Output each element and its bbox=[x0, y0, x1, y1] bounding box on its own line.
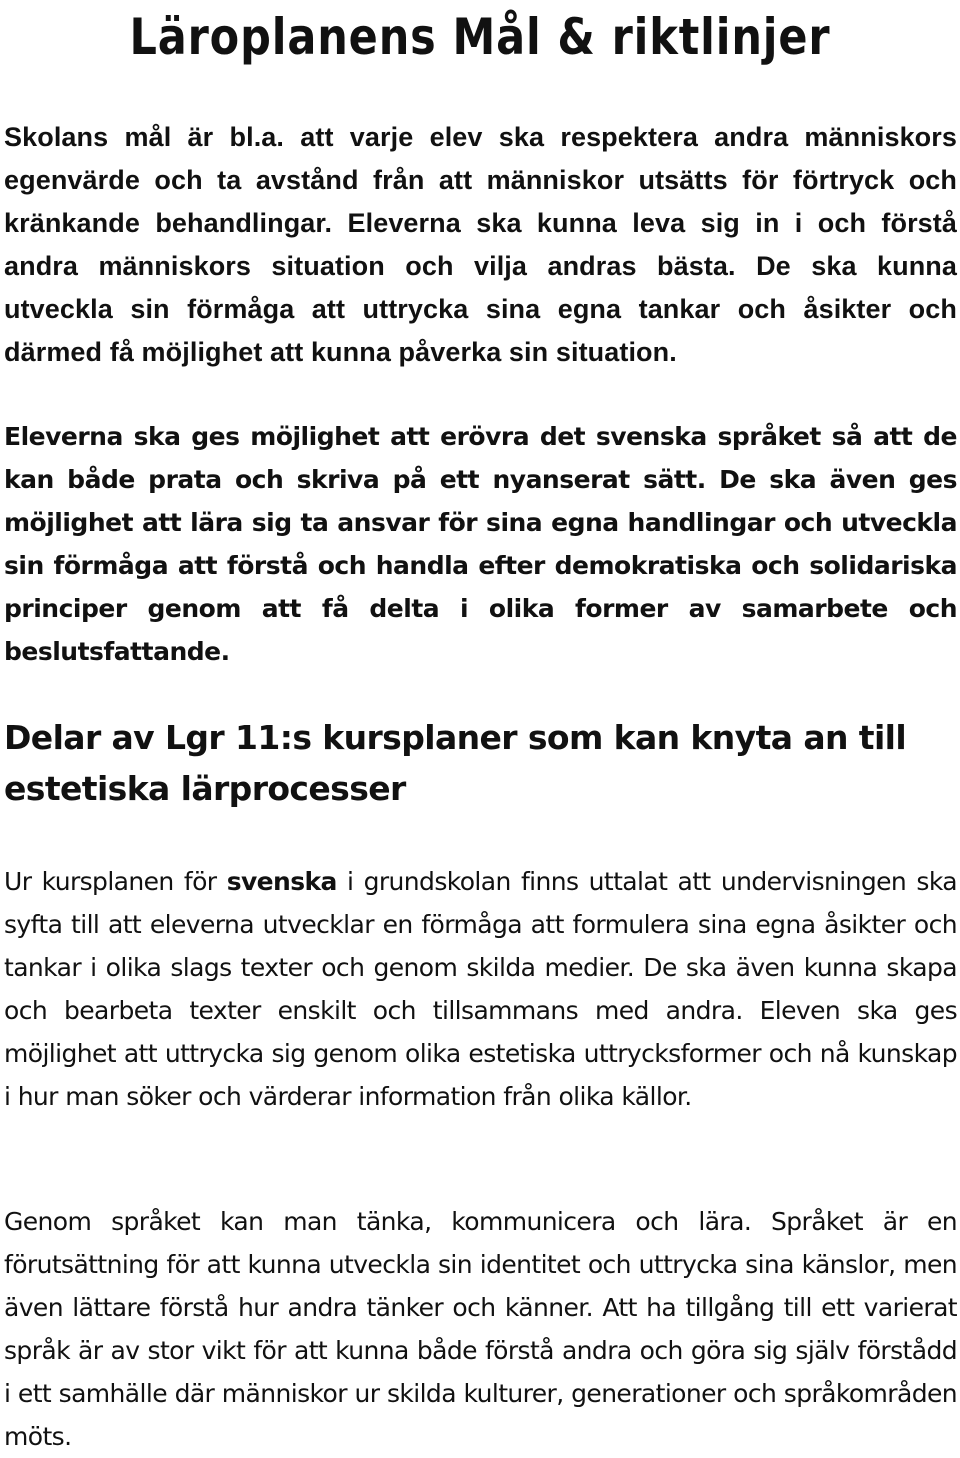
paragraph-swedish-curriculum bbox=[4, 860, 957, 1118]
paragraph-school-goals: Skolans mål är bl.a. att varje elev ska respektera andra människors egenvärde och ta avstånd från att människor utsätts för förtryck och kränkande behandlingar. Eleverna ska kunna leva sig in i och förstå andra människors situation och vilja andras bästa. De ska kunna utveckla sin förmåga att uttrycka sina egna tankar och åsikter och därmed få möjlighet att kunna påverka sin situation. bbox=[4, 122, 957, 367]
paragraph-text-after: i grundskolan finns uttalat att undervisningen ska syfta till att eleverna utvecklar en förmåga att formulera sina egna åsikter och tankar i olika slags texter och genom skilda medier. De ska även kunna skapa och bearbeta texter enskilt och tillsammans med andra. Eleven ska ges möjlighet att uttrycka sig genom olika estetiska uttrycksformer och nå kunskap i hur man söker och värderar information från olika källor. bbox=[4, 867, 957, 1111]
emphasis-swedish: svenska bbox=[226, 867, 337, 896]
paragraph-text-before: Ur kursplanen för bbox=[4, 867, 227, 896]
paragraph-language-importance: Genom språket kan man tänka, kommunicera och lära. Språket är en förutsättning för att kunna utveckla sin identitet och uttrycka sina känslor, men även lättare förstå hur andra tänker och känner. Att ha tillgång till ett varierat språk är av stor vikt för att kunna både förstå andra och göra sig själv förstådd i ett samhälle där människor ur skilda kulturer, generationer och språkområden möts. bbox=[4, 1207, 957, 1451]
page-title: Läroplanens Mål & riktlinjer bbox=[129, 8, 831, 66]
paragraph-language-goals: Eleverna ska ges möjlighet att erövra det svenska språket så att de kan både prata och skriva på ett nyanserat sätt. De ska även ges möjlighet att lära sig ta ansvar för sina egna handlingar och utveckla sin förmåga att förstå och handla efter demokratiska och solidariska principer genom att få delta i olika former av samarbete och beslutsfattande. bbox=[4, 422, 957, 666]
section-heading: Delar av Lgr 11:s kursplaner som kan knyta an till estetiska lärprocesser bbox=[4, 718, 907, 808]
